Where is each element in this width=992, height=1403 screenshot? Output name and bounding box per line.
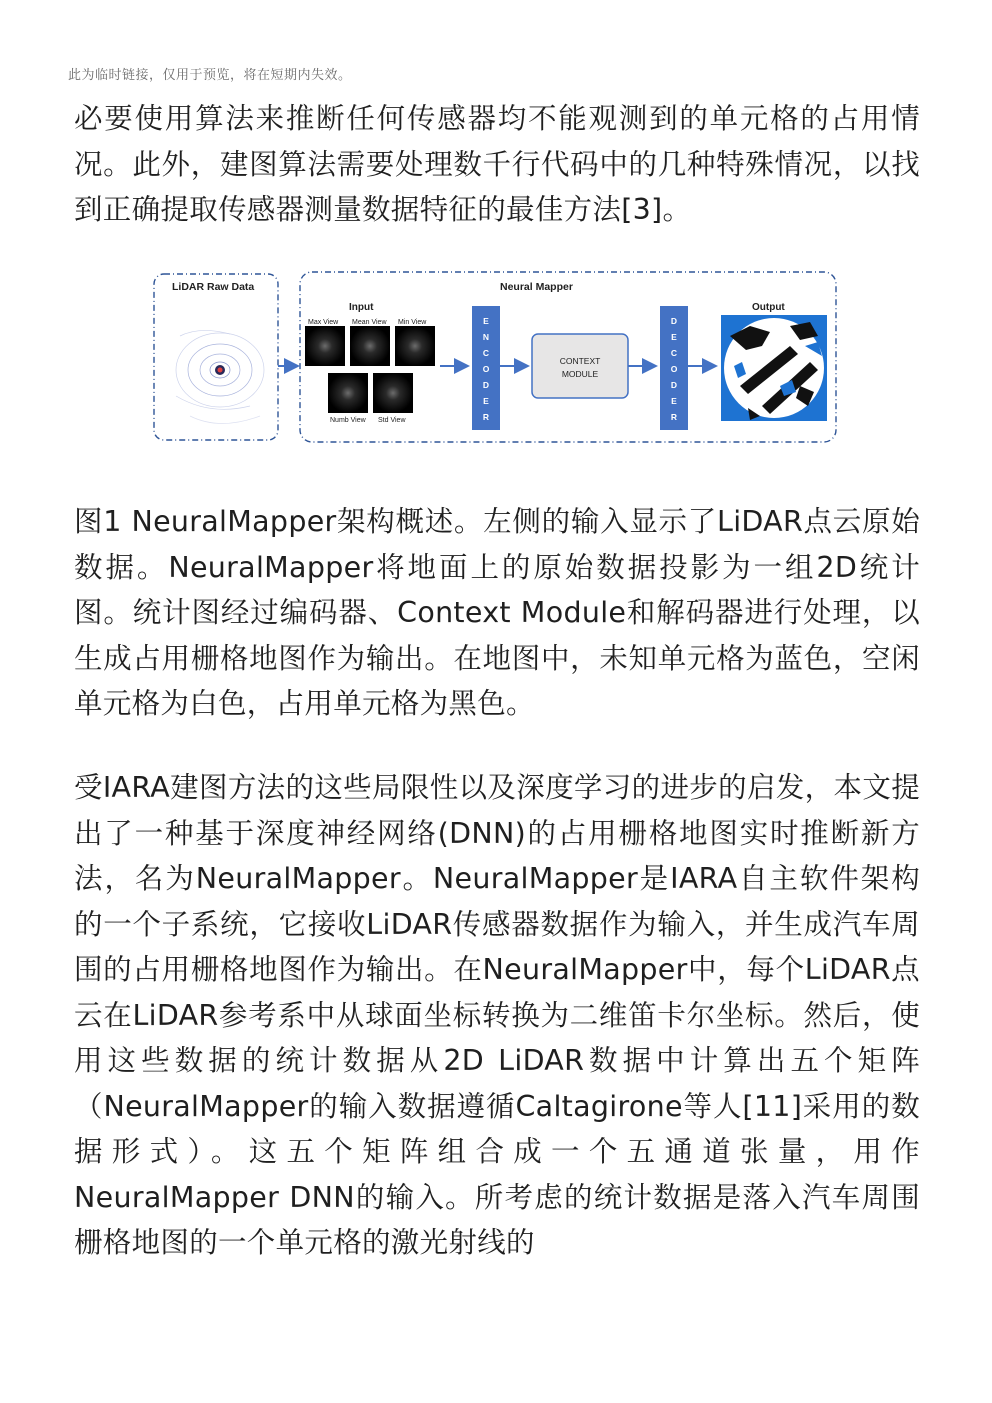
svg-text:C: C bbox=[670, 348, 678, 358]
context-module-block bbox=[532, 334, 628, 398]
input-view-tiles bbox=[305, 326, 435, 413]
output-label: Output bbox=[752, 302, 785, 313]
svg-text:E: E bbox=[671, 396, 677, 406]
svg-text:E: E bbox=[483, 396, 489, 406]
view-label-max: Max View bbox=[308, 319, 339, 326]
svg-text:D: D bbox=[670, 316, 678, 326]
context-label-1: CONTEXT bbox=[559, 356, 601, 366]
preview-notice: 此为临时链接，仅用于预览，将在短期内失效。 bbox=[68, 68, 352, 83]
svg-text:D: D bbox=[482, 380, 490, 390]
view-label-numb: Numb View bbox=[330, 417, 366, 424]
lidar-point-cloud-image bbox=[176, 330, 264, 423]
svg-text:E: E bbox=[671, 332, 677, 342]
svg-text:O: O bbox=[482, 364, 490, 374]
svg-text:R: R bbox=[482, 412, 490, 422]
svg-text:D: D bbox=[670, 380, 678, 390]
view-label-std: Std View bbox=[378, 417, 406, 424]
svg-text:O: O bbox=[670, 364, 678, 374]
figure-1-neural-mapper-architecture bbox=[150, 266, 840, 446]
view-label-min: Min View bbox=[398, 319, 427, 326]
mapper-label: Neural Mapper bbox=[500, 281, 573, 293]
lidar-frame bbox=[154, 274, 278, 440]
output-occupancy-map bbox=[721, 315, 827, 421]
lidar-label: LiDAR Raw Data bbox=[172, 281, 255, 293]
svg-text:R: R bbox=[670, 412, 678, 422]
svg-text:C: C bbox=[482, 348, 490, 358]
figure-caption: 图1 NeuralMapper架构概述。左侧的输入显示了LiDAR点云原始数据。NeuralMapper将地面上的原始数据投影为一组2D统计图。统计图经过编码器、Context Module和解码器进行处理，以生成占用栅格地图作为输出。在地图中，未知单元格为蓝色，空闲单元格为白色，占用单元格为黑色。 bbox=[74, 505, 920, 720]
svg-text:N: N bbox=[482, 332, 490, 342]
body-paragraph-2: 受IARA建图方法的这些局限性以及深度学习的进步的启发，本文提出了一种基于深度神经网络(DNN)的占用栅格地图实时推断新方法，名为NeuralMapper。NeuralMapper是IARA自主软件架构的一个子系统，它接收LiDAR传感器数据作为输入，并生成汽车周围的占用栅格地图作为输出。在NeuralMapper中，每个LiDAR点云在LiDAR参考系中从球面坐标转换为二维笛卡尔坐标。然后，使用这些数据的统计数据从2D LiDAR数据中计算出五个矩阵（NeuralMapper的输入数据遵循Caltagirone等人[11]采用的数据形式）。这五个矩阵组合成一个五通道张量，用作NeuralMapper DNN的输入。所考虑的统计数据是落入汽车周围栅格地图的一个单元格的激光射线的 bbox=[74, 771, 920, 1259]
body-paragraph-1: 必要使用算法来推断任何传感器均不能观测到的单元格的占用情况。此外，建图算法需要处理数千行代码中的几种特殊情况，以找到正确提取传感器测量数据特征的最佳方法[3]。 bbox=[74, 102, 920, 226]
context-label-2: MODULE bbox=[561, 369, 599, 379]
svg-text:E: E bbox=[483, 316, 489, 326]
view-label-mean: Mean View bbox=[352, 319, 387, 326]
input-label: Input bbox=[349, 302, 374, 313]
